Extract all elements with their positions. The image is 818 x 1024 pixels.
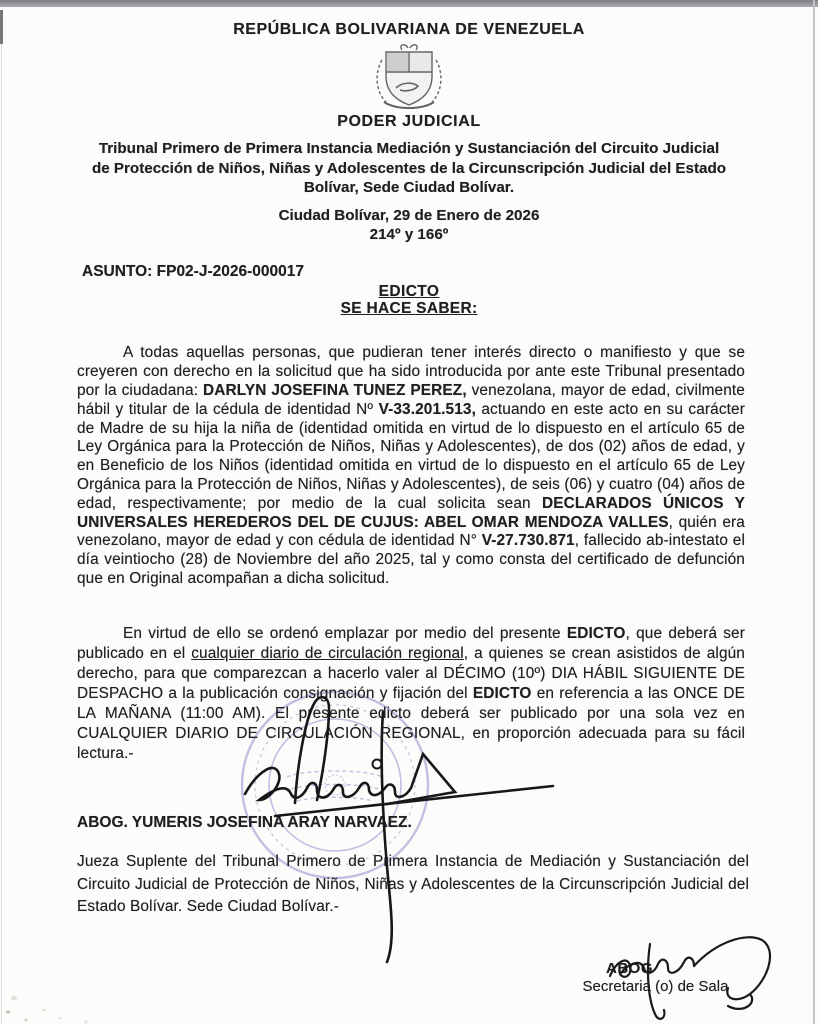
scan-edge-top: [0, 0, 818, 7]
republic-title: REPÚBLICA BOLIVARIANA DE VENEZUELA: [233, 21, 585, 38]
scan-edge-mark: [0, 10, 3, 44]
edict-paragraph-2: En virtud de ello se ordenó emplazar por medio del presente EDICTO, que deberá ser publicado en el cualquier diario de circulación regional, a quienes se crean asistidos de algún derecho, para que comparezcan a hacerlo valer al DÉCIMO (10º) DIA HÁBIL SIGUIENTE DE DESPACHO a la publicación consignación y fijación del EDICTO en referencia a las ONCE DE LA MAÑANA (11:00 AM). El presente edicto deberá ser publicado por una sola vez en CUALQUIER DIARIO DE CIRCULACIÓN REGIONAL, en proporción adecuada para su fácil lectura.-: [77, 625, 745, 763]
secretary-signature: [570, 916, 780, 1024]
edicto-title: EDICTO: [378, 283, 440, 300]
case-number: ASUNTO: FP02-J-2026-000017: [82, 263, 304, 280]
secretary-label: ABOG: [606, 960, 653, 977]
judge-signature: [235, 688, 565, 978]
scan-noise: [0, 982, 140, 1024]
coat-of-arms-icon: [372, 44, 446, 115]
date-line: Ciudad Bolívar, 29 de Enero de 2026: [278, 207, 540, 224]
scan-edge-left: [1, 40, 2, 1024]
judge-title: Jueza Suplente del Tribunal Primero de Primera Instancia de Mediación y Sustanciación del Circuito Judicial de Protección de Niños, Niñas y Adolescentes de la Circunscripción Judicial del Estado Bolívar. Sede Ciudad Bolívar.-: [77, 853, 749, 916]
secretary-title: Secretaria (o) de Sala: [582, 978, 729, 995]
edict-paragraph-1: A todas aquellas personas, que pudieran tener interés directo o manifiesto y que se creyeren con derecho en la solicitud que ha sido introducida por ante este Tribunal presentado por la ciudadana: DARLYN JOSEFINA TUNEZ PEREZ, venezolana, mayor de edad, civilmente hábil y titular de la cédula de identidad Nº V-33.201.513, actuando en este acto en su carácter de Madre de su hija la niña de (identidad omitida en virtud de lo dispuesto en el artículo 65 de Ley Orgánica para la Protección de Niños, Niñas y Adolescentes), de dos (02) años de edad, y en Beneficio de los Niños (identidad omitida en virtud de lo dispuesto en el artículo 65 de Ley Orgánica para la Protección de Niños, Niñas y Adolescentes), de seis (06) y cuatro (04) años de edad, respectivamente; por medio de la cual solicita sean DECLARADOS ÚNICOS Y UNIVERSALES HEREDEROS DEL DE CUJUS: ABEL OMAR MENDOZA VALLES, quién era venezolano, mayor de edad y con cédula de identidad N° V-27.730.871, fallecido ab-intestato el día veintiocho (28) de Noviembre del año 2025, tal y como consta del certificado de defunción que en Original acompañan a dicha solicitud.: [77, 344, 746, 587]
years-line: 214º y 166º: [369, 226, 449, 243]
judge-name: ABOG. YUMERIS JOSEFINA ARAY NARVAEZ.: [77, 814, 412, 831]
scan-edge-right: [813, 0, 815, 1024]
poder-judicial-title: PODER JUDICIAL: [337, 113, 481, 130]
tribunal-header: Tribunal Primero de Primera Instancia Mediación y Sustanciación del Circuito Judicial de Protección de Niños, Niñas y Adolescentes de la Circunscripción Judicial del Estado Bolívar, Sede Ciudad Bolívar.: [91, 140, 727, 196]
se-hace-saber-title: SE HACE SABER:: [340, 300, 478, 317]
